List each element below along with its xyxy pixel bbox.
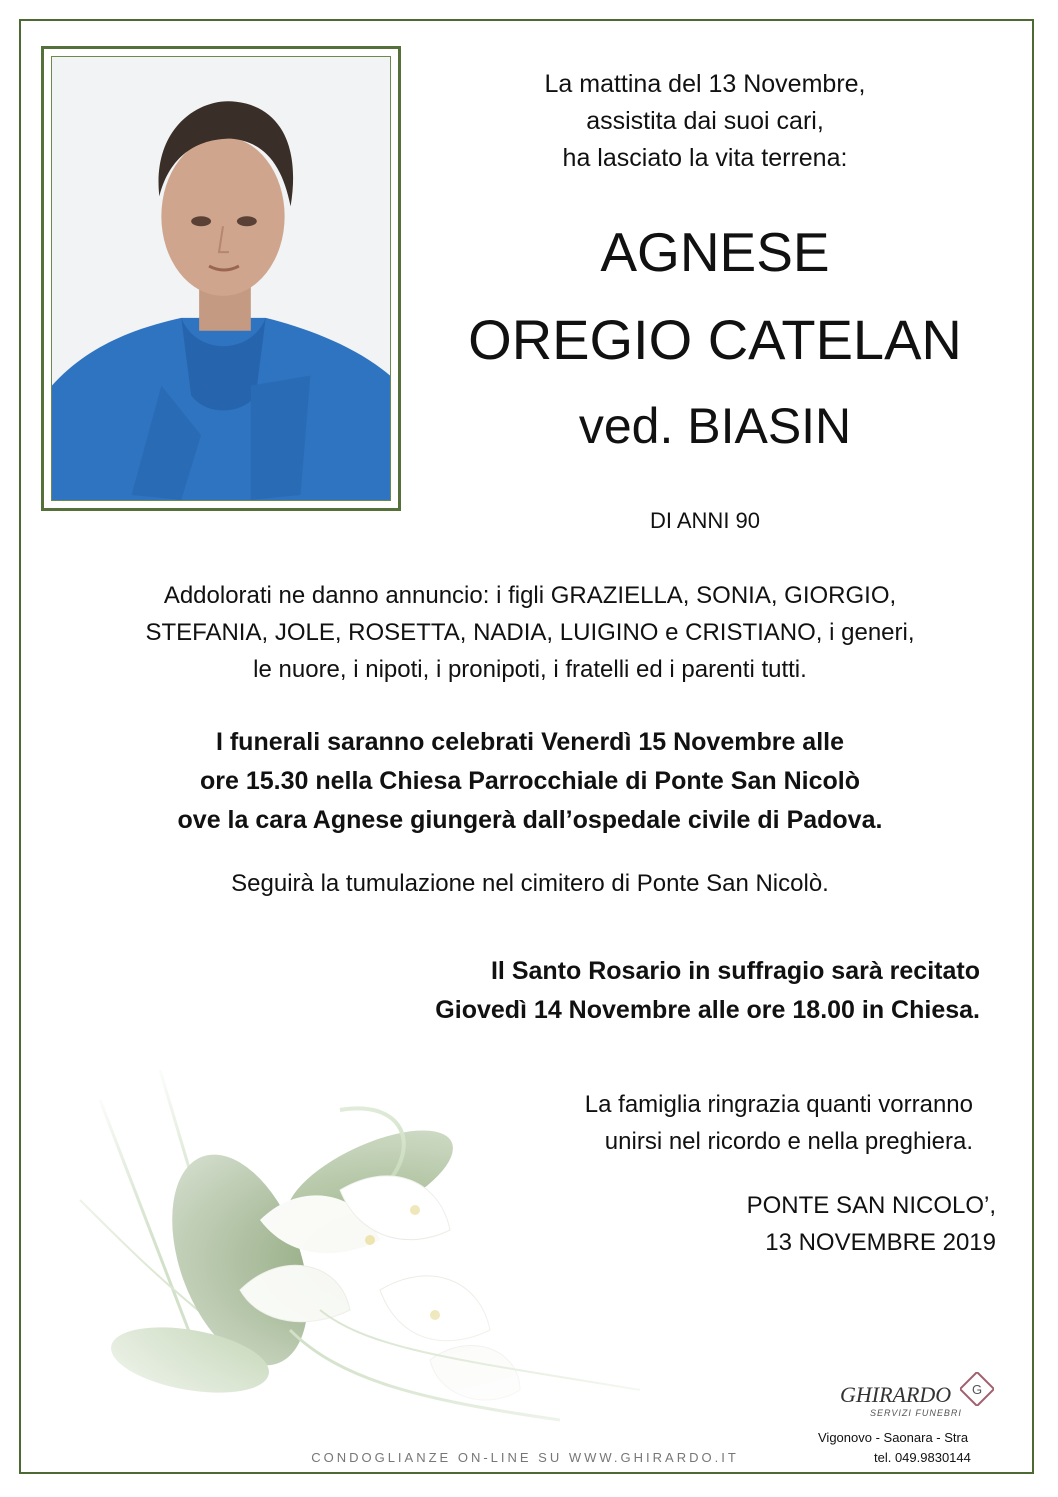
place-and-date	[560, 1187, 996, 1261]
deceased-widow-of: ved. BIASIN	[578, 398, 852, 454]
age: DI ANNI 90	[649, 508, 761, 533]
thanks-line: La famiglia ringrazia quanti vorranno	[584, 1091, 973, 1118]
announcement-line: Addolorati ne danno annuncio: i figli GRAZIELLA, SONIA, GIORGIO,	[163, 582, 897, 609]
deceased-first-name: AGNESE	[600, 221, 830, 283]
brand-name: GHIRARDO	[840, 1382, 952, 1407]
brand-phone: tel. 049.9830144	[874, 1450, 971, 1465]
thanks-note	[480, 1086, 973, 1160]
announcement-line: le nuore, i nipoti, i pronipoti, i fratelli ed i parenti tutti.	[253, 656, 807, 683]
portrait-photo	[51, 56, 391, 501]
burial-note: Seguirà la tumulazione nel cimitero di Ponte San Nicolò.	[231, 870, 829, 897]
thanks-line: unirsi nel ricordo e nella preghiera.	[604, 1128, 973, 1155]
funeral-line: ove la cara Agnese giungerà dall’ospedale civile di Padova.	[177, 806, 883, 834]
funeral-line: ore 15.30 nella Chiesa Parrocchiale di Ponte San Nicolò	[200, 767, 860, 795]
announcement	[40, 577, 1020, 688]
brand-logo-letter: G	[971, 1382, 983, 1397]
deceased-surname: OREGIO CATELAN	[468, 308, 962, 371]
date-line: 13 NOVEMBRE 2019	[765, 1229, 996, 1256]
funeral-line: I funerali saranno celebrati Venerdì 15 Novembre alle	[215, 728, 845, 756]
condolences-footer: CONDOGLIANZE ON-LINE SU WWW.GHIRARDO.IT	[311, 1450, 739, 1465]
portrait-frame	[41, 46, 401, 511]
announcement-line: STEFANIA, JOLE, ROSETTA, NADIA, LUIGINO e CRISTIANO, i generi,	[145, 619, 915, 646]
place-line: PONTE SAN NICOLO’,	[746, 1192, 996, 1219]
rosary-line: Il Santo Rosario in suffragio sarà recitato	[490, 957, 980, 985]
intro-text	[430, 66, 980, 177]
rosary-line: Giovedì 14 Novembre alle ore 18.00 in Chiesa.	[435, 996, 980, 1024]
brand-subtitle: SERVIZI FUNEBRI	[870, 1408, 962, 1418]
brand-diamond-logo-icon	[960, 1372, 994, 1406]
intro-line: assistita dai suoi cari,	[586, 107, 824, 135]
intro-line: ha lasciato la vita terrena:	[562, 144, 848, 172]
rosary-details	[300, 952, 980, 1030]
brand-towns: Vigonovo - Saonara - Stra	[818, 1430, 969, 1445]
intro-line: La mattina del 13 Novembre,	[544, 70, 866, 98]
funeral-details	[40, 723, 1020, 840]
